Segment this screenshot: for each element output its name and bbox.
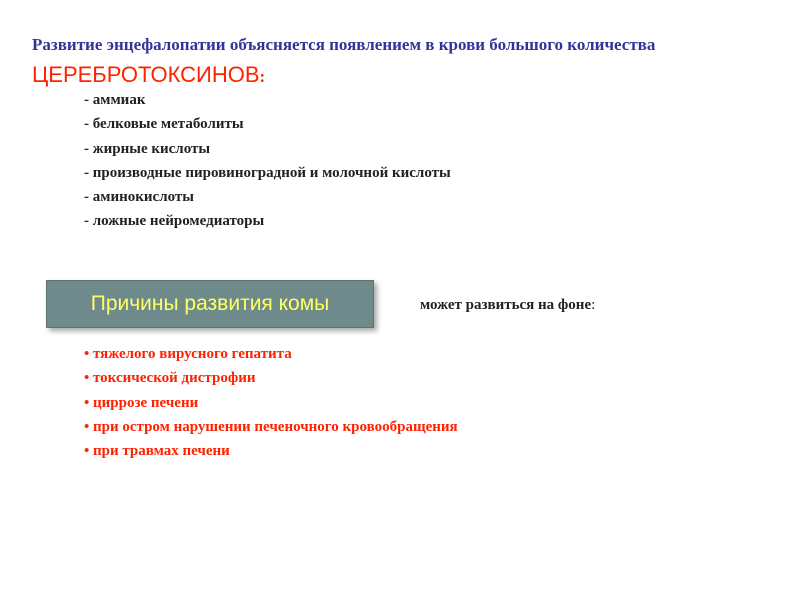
list-item: • токсической дистрофии <box>84 370 256 387</box>
cerebrotoxins-term: ЦЕРЕБРОТОКСИНОВ <box>32 62 260 87</box>
banner-label: Причины развития комы <box>90 292 330 315</box>
list-item: - жирные кислоты <box>84 140 211 157</box>
intro-colon: : <box>259 67 266 86</box>
list-item: - аминокислоты <box>84 189 194 206</box>
list-item: - производные пировиноградной и молочной кислоты <box>84 164 451 181</box>
list-item: • при травмах печени <box>84 443 230 460</box>
intro-text: Развитие энцефалопатии объясняется появлением в крови большого количества <box>32 35 656 54</box>
cerebrotoxin-list <box>84 88 451 234</box>
coma-causes-banner <box>46 280 374 328</box>
intro-paragraph <box>32 30 772 92</box>
background-label-colon: : <box>591 297 596 313</box>
background-conditions-label <box>420 297 595 314</box>
list-item: • тяжелого вирусного гепатита <box>84 346 292 362</box>
list-item: - аммиак <box>84 92 146 108</box>
list-item: - белковые метаболиты <box>84 116 244 133</box>
list-item: • циррозе печени <box>84 394 199 411</box>
list-item: - ложные нейромедиаторы <box>84 213 265 230</box>
background-label-text: может развиться на фоне <box>420 297 592 313</box>
coma-causes-list <box>84 342 458 463</box>
list-item: • при остром нарушении печеночного кровообращения <box>84 418 458 435</box>
